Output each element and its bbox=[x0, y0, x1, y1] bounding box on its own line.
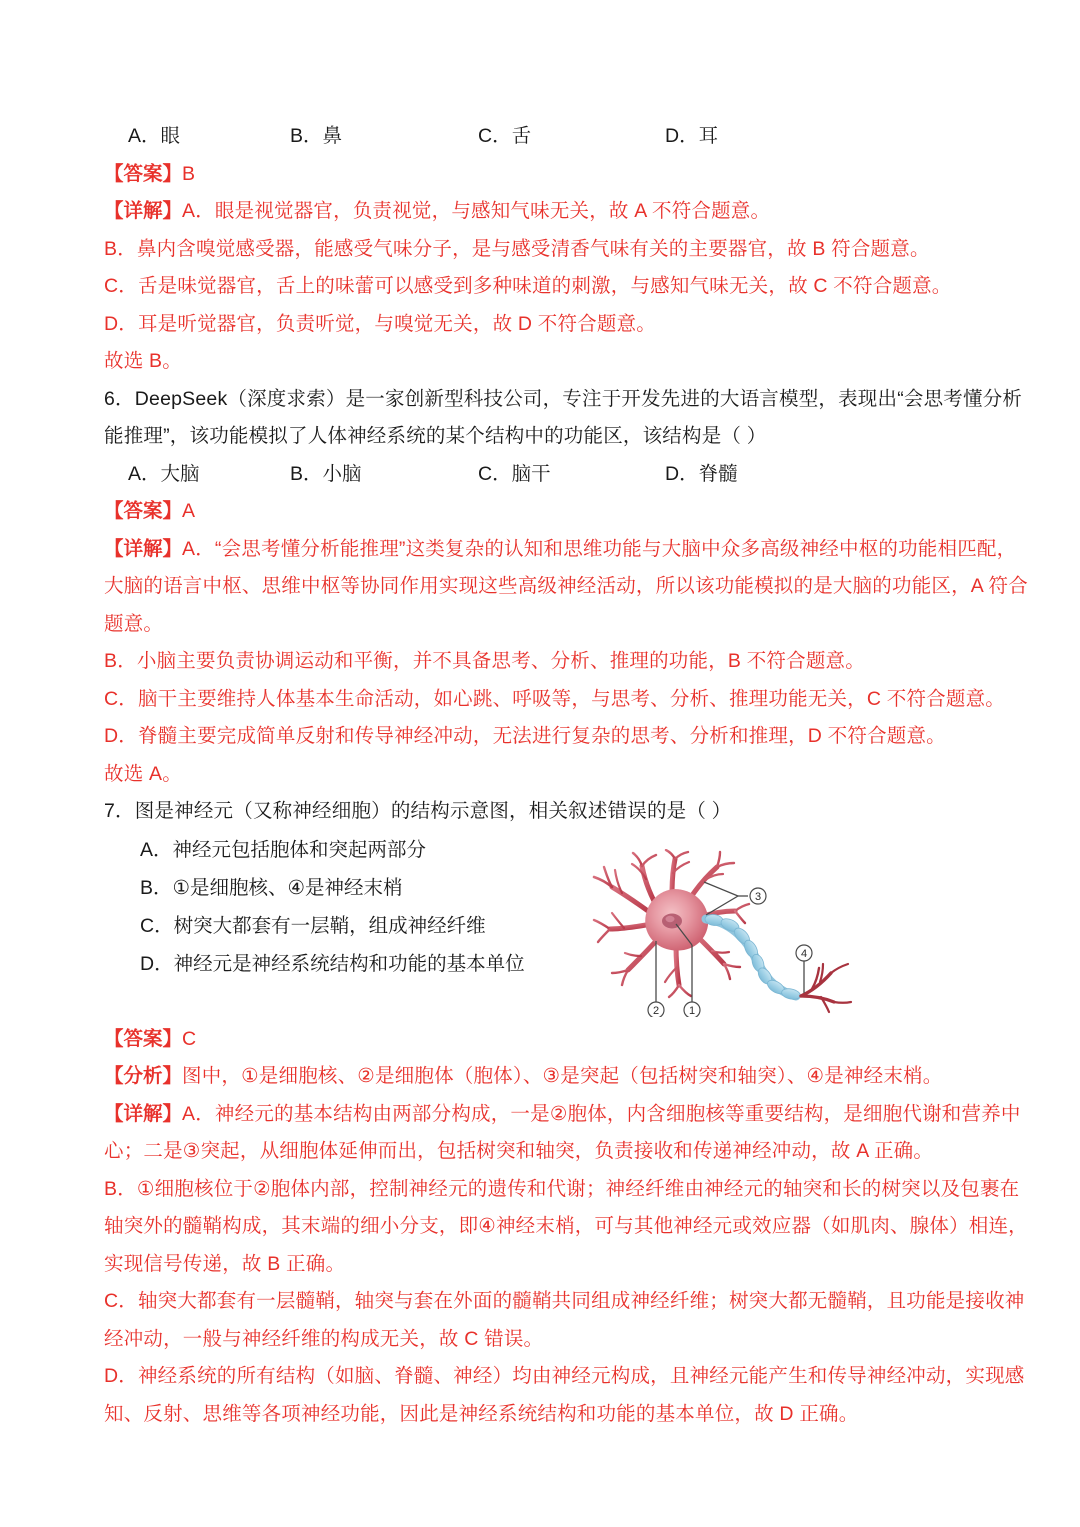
q7-explanation-line-2: 心；二是③突起，从细胞体延伸而出，包括树突和轴突，负责接收和传递神经冲动，故 A 正确。 bbox=[104, 1140, 934, 1162]
q5-option-d[interactable]: D．耳 bbox=[665, 125, 719, 147]
section-marker: 【详解】 bbox=[104, 200, 183, 222]
nucleus bbox=[662, 913, 682, 928]
q7-stem: 7．图是神经元（又称神经细胞）的结构示意图，相关叙述错误的是（ ） bbox=[104, 800, 732, 822]
svg-text:3: 3 bbox=[754, 890, 762, 903]
q5-options-row bbox=[104, 118, 986, 156]
q7-option-d[interactable]: D．神经元是神经系统结构和功能的基本单位 bbox=[140, 952, 525, 975]
q6-conclusion: 故选 A。 bbox=[104, 762, 182, 785]
section-marker: 【详解】 bbox=[104, 537, 183, 560]
section-marker: 【答案】 bbox=[104, 500, 183, 522]
q7-explanation-line-1: 【详解】A．神经元的基本结构由两部分构成，一是②胞体，内含细胞核等重要结构，是细胞代谢和营养中 bbox=[104, 1102, 1021, 1125]
q5-explanation-line-1: 【详解】A．眼是视觉器官，负责视觉，与感知气味无关，故 A 不符合题意。 bbox=[104, 200, 771, 222]
q7-explanation-line-6: C．轴突大都套有一层髓鞘，轴突与套在外面的髓鞘共同组成神经纤维；树突大都无髓鞘，且功能是接收神 bbox=[104, 1290, 1025, 1312]
q7-options-list bbox=[104, 831, 624, 983]
section-marker: 【详解】 bbox=[104, 1102, 183, 1125]
q7-option-b[interactable]: B．①是细胞核、④是神经末梢 bbox=[140, 876, 403, 899]
q5-explanation-line-4: D．耳是听觉器官，负责听觉，与嗅觉无关，故 D 不符合题意。 bbox=[104, 312, 657, 335]
q6-stem-line-1: 6．DeepSeek（深度求索）是一家创新型科技公司，专注于开发先进的大语言模型，表现出“会思考懂分析 bbox=[104, 387, 1023, 410]
q7-explanation-line-8: D．神经系统的所有结构（如脑、脊髓、神经）均由神经元构成，且神经元能产生和传导神经冲动，实现感 bbox=[104, 1365, 1025, 1387]
q6-explanation-line-1: 【详解】A．“会思考懂分析能推理”这类复杂的认知和思维功能与大脑中众多高级神经中枢的功能相匹配， bbox=[104, 537, 1017, 560]
q6-answer: 【答案】A bbox=[104, 500, 196, 522]
callout-3 bbox=[750, 888, 766, 904]
svg-text:1: 1 bbox=[688, 1004, 696, 1017]
q6-explanation-line-4: B．小脑主要负责协调运动和平衡，并不具备思考、分析、推理的功能，B 不符合题意。 bbox=[104, 650, 865, 672]
section-marker: 【答案】 bbox=[104, 1027, 183, 1050]
q5-conclusion: 故选 B。 bbox=[104, 350, 182, 372]
q6-option-b[interactable]: B．小脑 bbox=[290, 462, 362, 485]
q6-option-a[interactable]: A．大脑 bbox=[128, 462, 200, 485]
section-marker: 【答案】 bbox=[104, 162, 183, 185]
q5-explanation-line-2: B．鼻内含嗅觉感受器，能感受气味分子，是与感受清香气味有关的主要器官，故 B 符合题意。 bbox=[104, 237, 930, 260]
svg-text:4: 4 bbox=[800, 947, 808, 960]
axon-terminal-branches bbox=[801, 964, 851, 1012]
q6-explanation-line-3: 题意。 bbox=[104, 612, 164, 635]
q6-option-d[interactable]: D．脊髓 bbox=[665, 462, 738, 485]
callout-4 bbox=[796, 945, 812, 961]
callout-1 bbox=[684, 1002, 700, 1017]
q7-explanation-line-3: B．①细胞核位于②胞体内部，控制神经元的遗传和代谢；神经纤维由神经元的轴突和长的树突以及包裹在 bbox=[104, 1177, 1020, 1200]
q6-explanation-line-5: C．脑干主要维持人体基本生命活动，如心跳、呼吸等，与思考、分析、推理功能无关，C 不符合题意。 bbox=[104, 687, 1005, 710]
q7-option-c[interactable]: C．树突大都套有一层鞘，组成神经纤维 bbox=[140, 914, 486, 937]
page-content bbox=[104, 118, 1028, 1433]
q5-option-b[interactable]: B．鼻 bbox=[290, 125, 343, 147]
q5-option-c[interactable]: C．舌 bbox=[478, 125, 532, 147]
section-marker: 【分析】 bbox=[104, 1065, 183, 1087]
svg-text:2: 2 bbox=[652, 1004, 660, 1017]
q7-answer: 【答案】C bbox=[104, 1027, 197, 1050]
q7-explanation-line-9: 知、反射、思维等各项神经功能，因此是神经系统结构和功能的基本单位，故 D 正确。 bbox=[104, 1402, 859, 1425]
q7-analysis: 【分析】图中，①是细胞核、②是细胞体（胞体）、③是突起（包括树突和轴突）、④是神经末梢。 bbox=[104, 1065, 943, 1087]
q6-stem-line-2: 能推理”，该功能模拟了人体神经系统的某个结构中的功能区，该结构是（ ） bbox=[104, 425, 767, 447]
q7-explanation-line-7: 经冲动，一般与神经纤维的构成无关，故 C 错误。 bbox=[104, 1327, 544, 1350]
callout-2 bbox=[648, 1002, 664, 1017]
q6-options-row bbox=[104, 456, 986, 494]
q7-explanation-line-4: 轴突外的髓鞘构成，其末端的细小分支，即④神经末梢，可与其他神经元或效应器（如肌肉、腺体）相连， bbox=[104, 1215, 1028, 1237]
q6-explanation-line-2: 大脑的语言中枢、思维中枢等协同作用实现这些高级神经活动，所以该功能模拟的是大脑的功能区，A 符合 bbox=[104, 575, 1028, 597]
neuron-structure-diagram bbox=[588, 849, 874, 1017]
q7-explanation-line-5: 实现信号传递，故 B 正确。 bbox=[104, 1252, 346, 1275]
q7-options-and-figure bbox=[104, 831, 986, 1021]
q6-explanation-line-6: D．脊髓主要完成简单反射和传导神经冲动，无法进行复杂的思考、分析和推理，D 不符合题意。 bbox=[104, 725, 946, 747]
q7-option-a[interactable]: A．神经元包括胞体和突起两部分 bbox=[140, 838, 427, 861]
q5-explanation-line-3: C．舌是味觉器官，舌上的味蕾可以感受到多种味道的刺激，与感知气味无关，故 C 不符合题意。 bbox=[104, 275, 952, 297]
q6-option-c[interactable]: C．脑干 bbox=[478, 462, 551, 485]
q5-option-a[interactable]: A．眼 bbox=[128, 125, 181, 147]
q5-answer: 【答案】B bbox=[104, 162, 196, 185]
